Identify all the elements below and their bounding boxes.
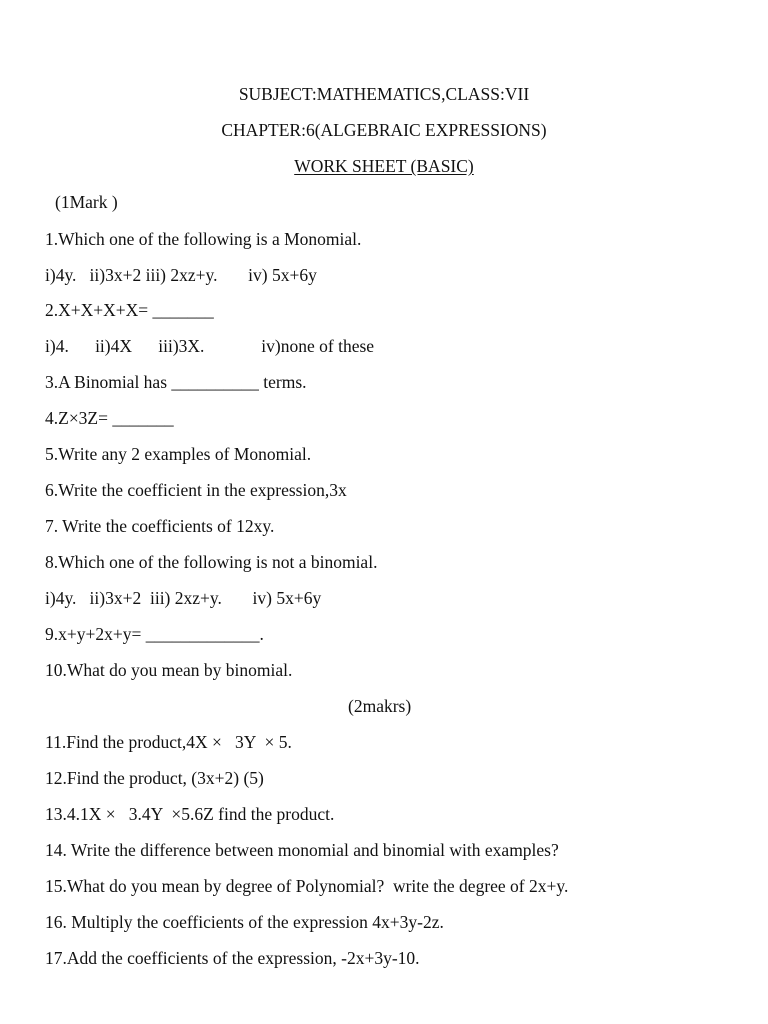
- worksheet-title: WORK SHEET (BASIC): [294, 156, 474, 176]
- question-7: 7. Write the coefficients of 12xy.: [45, 516, 275, 536]
- question-8: 8.Which one of the following is not a binomial.: [45, 552, 378, 572]
- question-9: 9.x+y+2x+y= _____________.: [45, 624, 264, 644]
- question-15: 15.What do you mean by degree of Polynomial? write the degree of 2x+y.: [45, 876, 569, 896]
- question-4: 4.Z×3Z= _______: [45, 408, 174, 428]
- question-8-options: i)4y. ii)3x+2 iii) 2xz+y. iv) 5x+6y: [45, 588, 322, 608]
- question-2-options: i)4. ii)4X iii)3X. iv)none of these: [45, 336, 375, 356]
- question-6: 6.Write the coefficient in the expression,3x: [45, 480, 347, 500]
- subject-heading: SUBJECT:MATHEMATICS,CLASS:VII: [238, 84, 530, 104]
- question-2: 2.X+X+X+X= _______: [45, 300, 214, 320]
- question-13: 13.4.1X × 3.4Y ×5.6Z find the product.: [45, 804, 335, 824]
- question-12: 12.Find the product, (3x+2) (5): [45, 768, 264, 788]
- question-3: 3.A Binomial has __________ terms.: [45, 372, 307, 392]
- question-16: 16. Multiply the coefficients of the expression 4x+3y-2z.: [45, 912, 444, 932]
- question-10: 10.What do you mean by binomial.: [45, 660, 293, 680]
- question-17: 17.Add the coefficients of the expression, -2x+3y-10.: [45, 948, 420, 968]
- two-marks-section-label: (2makrs): [348, 696, 412, 716]
- question-1-options: i)4y. ii)3x+2 iii) 2xz+y. iv) 5x+6y: [45, 265, 317, 285]
- chapter-heading: CHAPTER:6(ALGEBRAIC EXPRESSIONS): [221, 120, 547, 140]
- question-5: 5.Write any 2 examples of Monomial.: [45, 444, 312, 464]
- question-11: 11.Find the product,4X × 3Y × 5.: [45, 732, 292, 752]
- question-1: 1.Which one of the following is a Monomial.: [45, 229, 362, 249]
- one-mark-section-label: (1Mark ): [55, 192, 118, 212]
- question-14: 14. Write the difference between monomial and binomial with examples?: [45, 840, 559, 860]
